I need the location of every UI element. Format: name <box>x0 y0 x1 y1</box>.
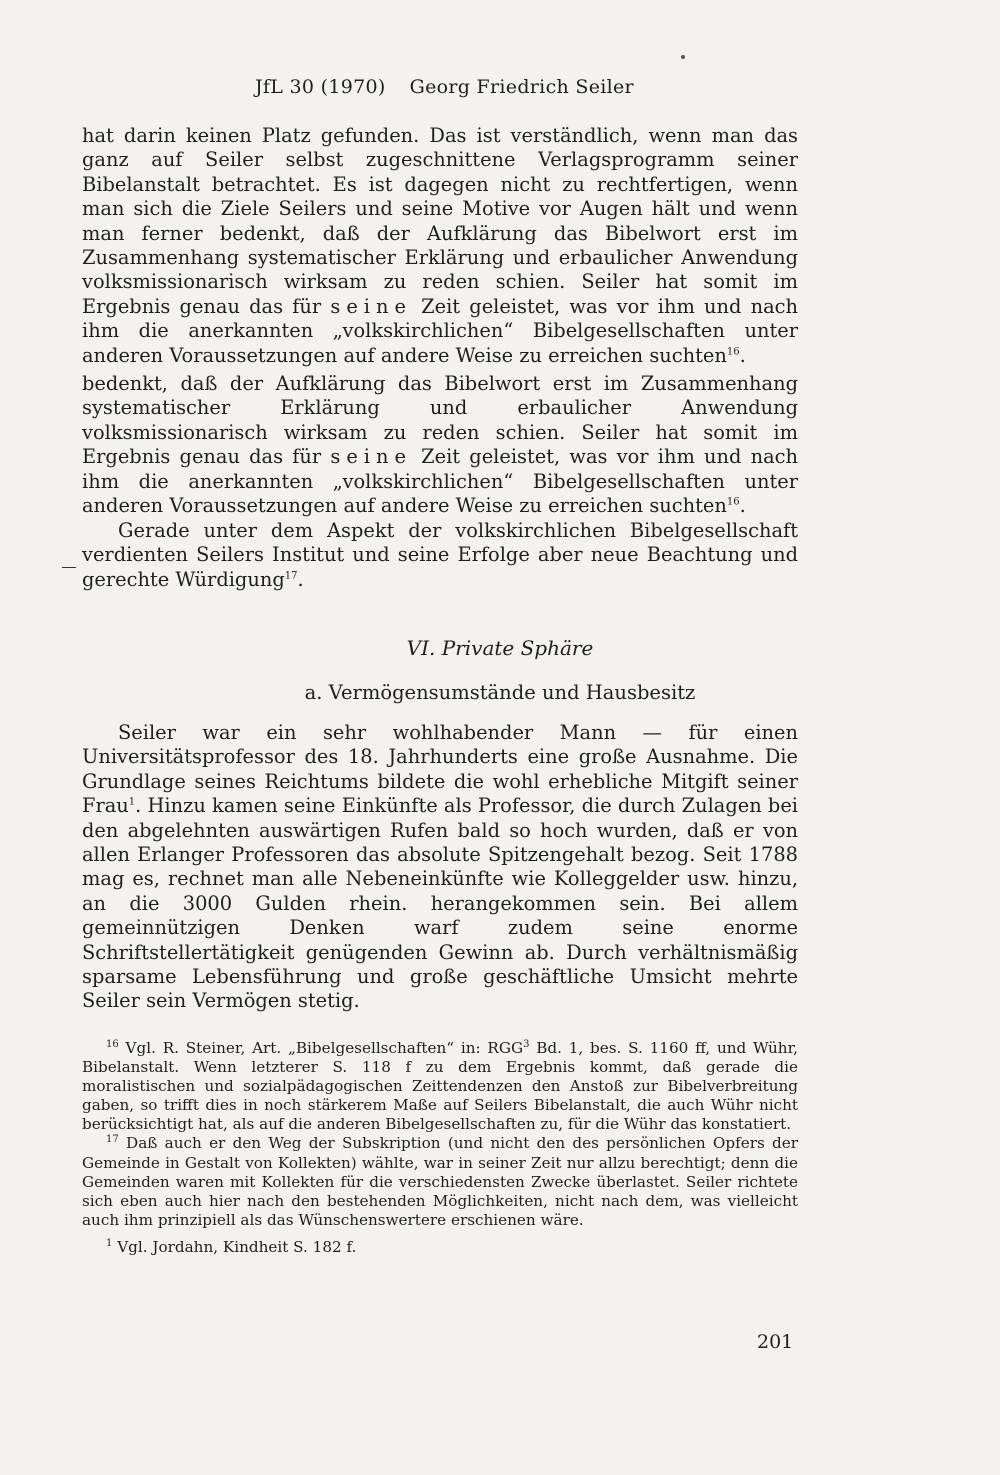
body-paragraph-2: bedenkt, daß der Aufklärung das Bibelwort erst im Zusammenhang systematischer Erklärung und erbaulicher Anwendung volksmissionarisch wirksam zu reden schien. Seiler hat somit im Ergebnis genau das für seine Zeit geleistet, was vor ihm und nach ihm die anerkannten „volkskirchlichen“ Bibelgesellschaften unter anderen Voraussetzungen auf andere Weise zu erreichen suchten$^{16}$. <box>82 372 798 518</box>
paragraph-text: Zeit geleistet, was vor ihm und nach ihm die anerkannten „volkskirchlichen“ Bibelgesellschaften unter anderen Voraussetzungen auf andere Weise zu erreichen suchten <box>82 445 798 518</box>
body-paragraph-3: Gerade unter dem Aspekt der volkskirchlichen Bibelgesellschaft verdienten Seilers Institut und seine Erfolge aber neue Beachtung und gerechte Würdigung$^{17}$. <box>82 519 798 591</box>
page-number: 201 <box>757 1331 794 1353</box>
paragraph-text: hat darin keinen Platz gefunden. Das ist verständlich, wenn man das ganz auf Seiler selbst zugeschnittene Verlagsprogramm seiner Bibelanstalt betrachtet. Es ist dagegen nicht zu rechtfertigen, wenn man sich die Ziele Seilers und seine Motive vor Augen hält und wenn man ferner bedenkt, daß der Aufklärung das Bibelwort erst im Zusammenhang systematischer Erklärung und erbaulicher Anwendung volksmissionarisch wirksam zu reden schien. Seiler hat somit im Ergebnis genau das für <box>82 124 798 318</box>
margin-mark <box>62 567 76 568</box>
spaced-emphasis: seine <box>330 294 412 318</box>
journal-reference: JfL 30 (1970) <box>255 76 386 98</box>
footnotes <box>82 1039 798 1257</box>
footnote-ref: 16 <box>726 346 740 358</box>
footnote-ref: 16 <box>726 496 740 508</box>
paragraph-text: . Hinzu kamen seine Einkünfte als Professor, die durch Zulagen bei den abgelehnten auswärtigen Rufen bald so hoch wurden, daß er von allen Erlanger Professoren das absolute Spitzengehalt bezog. Seit 1788 mag es, rechnet man alle Nebeneinkünfte wie Kolleggelder usw. hinzu, an die 3000 Gulden rhein. herangekommen sein. Bei allem gemeinnützigen Denken warf zudem seine enorme Schriftstellertätigkeit genügenden Gewinn ab. Durch verhältnismäßig sparsame Lebensführung und große geschäftliche Umsicht mehrte Seiler sein Vermögen stetig. <box>82 794 798 1013</box>
footnote-1: $^1$ Vgl. Jordahn, Kindheit S. 182 f. <box>106 1237 357 1256</box>
footnote-number: 17 <box>106 1134 119 1146</box>
paragraph-text: bedenkt, daß der Aufklärung das Bibelwort erst im Zusammenhang systematischer Erklärung und erbaulicher Anwendung volksmissionarisch wirksam zu reden schien. Seiler hat somit im Ergebnis genau das für <box>82 372 798 469</box>
footnote-ref: 1 <box>128 796 136 808</box>
footnote-16: $^{16}$ Vgl. R. Steiner, Art. „Bibelgesellschaften“ in: RGG$^3$ Bd. 1, bes. S. 1160 ff, und Wühr, Bibelanstalt. Wenn letzterer S. 118 f zu dem Ergebnis kommt, daß gerade die moralistischen und sozialpädagogischen Zeittendenzen den Anstoß zur Bibelverbreitung gaben, so trifft dies in noch stärkerem Maße auf Seilers Bibelanstalt, die auch Wühr nicht berücksichtigt hat, als auf die anderen Bibelgesellschaften zu, für die Wühr das konstatiert. <box>82 1038 798 1134</box>
running-head <box>255 76 755 98</box>
footnote-number: 16 <box>106 1038 119 1050</box>
body-paragraph-4 <box>82 721 798 1014</box>
footnote-ref: 17 <box>284 570 298 582</box>
footnote-17: $^{17}$ Daß auch er den Weg der Subskription (und nicht den des persönlichen Opfers der Gemeinde in Gestalt von Kollekten) wählte, war in seiner Zeit nur allzu berechtigt; denn die Gemeinden waren mit Kollekten für die verschiedensten Zwecke überlastet. Seiler richtete sich eben auch hier nach den bestehenden Möglichkeiten, nicht nach dem, was vielleicht auch ihm prinzipiell als das Wünschenswertere erschienen wäre. <box>82 1134 798 1229</box>
section-heading: VI. Private Sphäre <box>406 636 594 660</box>
spaced-emphasis: seine <box>330 445 412 469</box>
subsection-heading: a. Vermögensumstände und Hausbesitz <box>304 681 696 704</box>
paragraph-text: Zeit geleistet, was vor ihm und nach ihm die anerkannten „volkskirchlichen“ Bibelgesellschaften unter anderen Voraussetzungen auf andere Weise zu erreichen suchten <box>82 294 798 367</box>
footnote-number: 1 <box>106 1237 113 1249</box>
paragraph-text: Seiler war ein sehr wohlhabender Mann — für einen Universitätsprofessor des 18. Jahrhunderts eine große Ausnahme. Die Grundlage seines Reichtums bildete die wohl erhebliche Mitgift seiner Frau <box>82 721 798 818</box>
body-paragraph-1: hat darin keinen Platz gefunden. Das ist verständlich, wenn man das ganz auf Seiler selbst zugeschnittene Verlagsprogramm seiner Bibelanstalt betrachtet. Es ist dagegen nicht zu rechtfertigen, wenn man sich die Ziele Seilers und seine Motive vor Augen hält und wenn man ferner bedenkt, daß der Aufklärung das Bibelwort erst im Zusammenhang systematischer Erklärung und erbaulicher Anwendung volksmissionarisch wirksam zu reden schien. Seiler hat somit im Ergebnis genau das für seine Zeit geleistet, was vor ihm und nach ihm die anerkannten „volkskirchlichen“ Bibelgesellschaften unter anderen Voraussetzungen auf andere Weise zu erreichen suchten$^{16}$. <box>82 124 798 367</box>
scan-speck <box>681 55 685 59</box>
running-title: Georg Friedrich Seiler <box>409 76 634 98</box>
paragraph-text: Gerade unter dem Aspekt der volkskirchlichen Bibelgesellschaft verdienten Seilers Institut und seine Erfolge aber neue Beachtung und gerechte Würdigung <box>82 519 798 591</box>
